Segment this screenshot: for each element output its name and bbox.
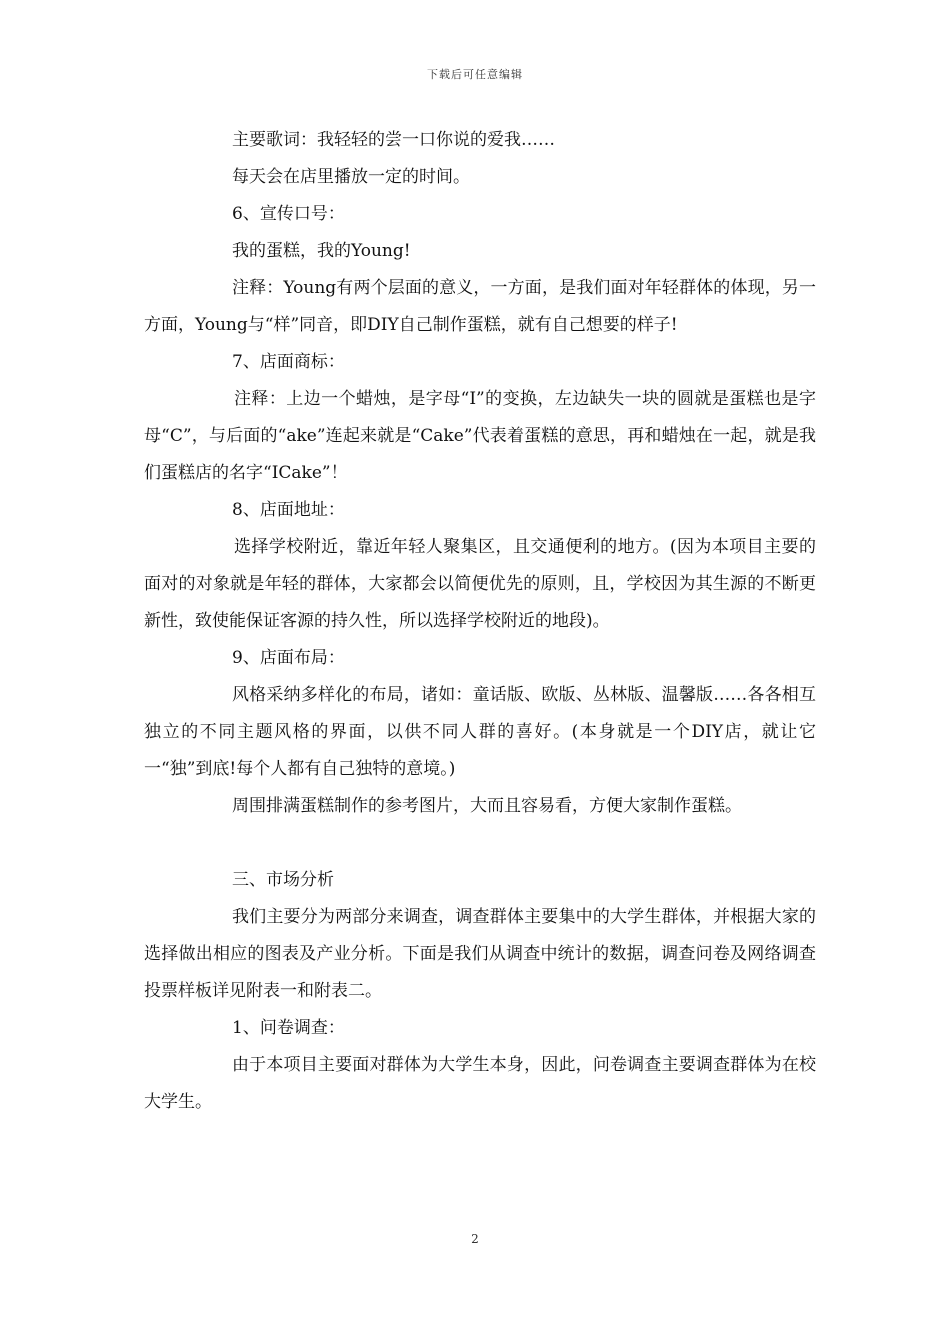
heading-layout: 9、店面布局：	[232, 648, 345, 668]
paragraph-logo-note: 注释：上边一个蜡烛，是字母“I”的变换，左边缺失一块的圆就是蛋糕也是字母“C”，与后面的“ake”连起来就是“Cake”代表着蛋糕的意思，再和蜡烛在一起，就是我们蛋糕店的名字“ICake”！	[144, 389, 816, 483]
document-body	[144, 122, 816, 1121]
paragraph-play-time: 每天会在店里播放一定的时间。	[232, 167, 470, 187]
paragraph-layout-style: 风格采纳多样化的布局，诸如：童话版、欧版、丛林版、温馨版……各各相互独立的不同主题风格的界面，以供不同人群的喜好。(本身就是一个DIY店，就让它一“独”到底!每个人都有自己独特的意境。)	[144, 685, 816, 779]
paragraph-layout-pictures: 周围排满蛋糕制作的参考图片，大而且容易看，方便大家制作蛋糕。	[232, 796, 742, 816]
heading-market-analysis: 三、市场分析	[232, 870, 334, 890]
heading-slogan: 6、宣传口号：	[232, 204, 345, 224]
heading-questionnaire: 1、问卷调查：	[232, 1018, 345, 1038]
paragraph-slogan-note: 注释：Young有两个层面的意义，一方面，是我们面对年轻群体的体现，另一方面，Young与“样”同音，即DIY自己制作蛋糕，就有自己想要的样子!	[144, 278, 816, 335]
paragraph-lyrics: 主要歌词：我轻轻的尝一口你说的爱我……	[232, 130, 555, 150]
heading-address: 8、店面地址：	[232, 500, 345, 520]
paragraph-address: 选择学校附近，靠近年轻人聚集区，且交通便利的地方。(因为本项目主要的面对的对象就是年轻的群体，大家都会以简便优先的原则，且，学校因为其生源的不断更新性，致使能保证客源的持久性，所以选择学校附近的地段)。	[144, 537, 816, 631]
paragraph-slogan: 我的蛋糕，我的Young!	[232, 241, 411, 261]
section-spacer	[144, 825, 816, 862]
paragraph-questionnaire: 由于本项目主要面对群体为大学生本身，因此，问卷调查主要调查群体为在校大学生。	[144, 1055, 816, 1112]
heading-logo: 7、店面商标：	[232, 352, 345, 372]
page-header: 下载后可任意编辑	[427, 68, 523, 81]
paragraph-market-analysis: 我们主要分为两部分来调查，调查群体主要集中的大学生群体，并根据大家的选择做出相应的图表及产业分析。下面是我们从调查中统计的数据，调查问卷及网络调查投票样板详见附表一和附表二。	[144, 907, 816, 1001]
page-number: 2	[471, 1232, 479, 1246]
